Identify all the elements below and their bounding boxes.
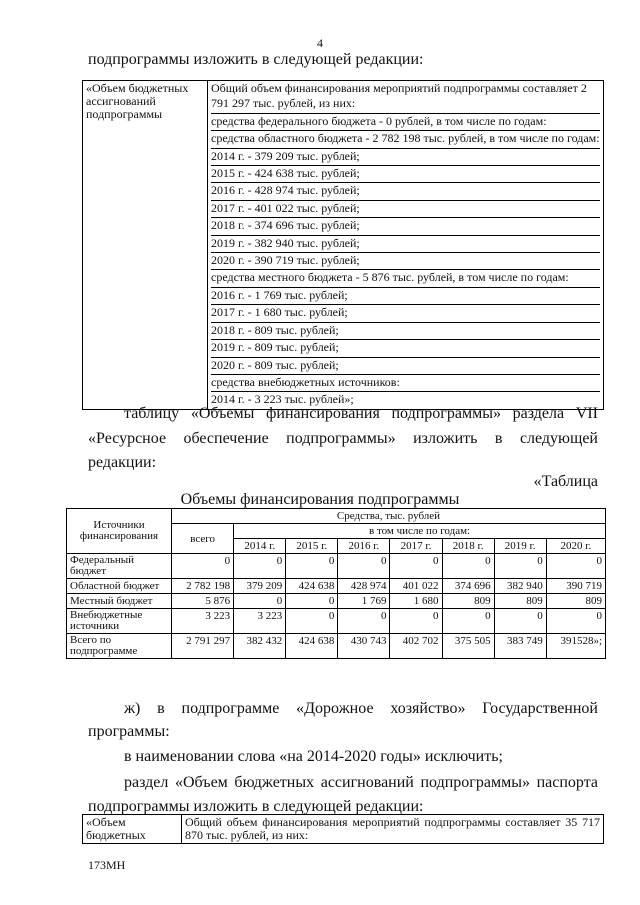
row-year-value: 1 769 xyxy=(338,594,390,609)
table-row xyxy=(67,609,606,634)
row-year-value: 809 xyxy=(494,594,546,609)
passport2-text: Общий объем финансирования мероприятий подпрограммы составляет 35 717 870 тыс. рублей, из них: xyxy=(182,815,604,844)
passport-content xyxy=(208,81,604,410)
header-total: всего xyxy=(172,524,234,554)
passport-line: 2019 г. - 382 940 тыс. рублей; xyxy=(211,236,600,253)
row-year-value: 391528»; xyxy=(546,634,605,659)
header-funds: Средства, тыс. рублей xyxy=(172,509,606,524)
footer-code: 173МН xyxy=(88,858,126,872)
row-year-value: 0 xyxy=(234,594,286,609)
passport-label: «Объем бюджетных ассигнований подпрограммы xyxy=(83,81,208,410)
row-year-value: 402 702 xyxy=(390,634,442,659)
row-year-value: 809 xyxy=(442,594,494,609)
row-year-value: 0 xyxy=(286,594,338,609)
table-row xyxy=(67,634,606,659)
header-year: 2015 г. xyxy=(286,539,338,554)
para-section-line2: подпрограммы изложить в следующей редакции: xyxy=(88,798,424,815)
header-by-year: в том числе по годам: xyxy=(234,524,606,539)
row-total: 0 xyxy=(172,554,234,579)
header-year: 2017 г. xyxy=(390,539,442,554)
row-year-value: 0 xyxy=(494,554,546,579)
para-table-line2: «Ресурсное обеспечение подпрограммы» изложить в следующей xyxy=(88,430,598,447)
row-year-value: 430 743 xyxy=(338,634,390,659)
page-number: 4 xyxy=(317,36,323,50)
row-total: 5 876 xyxy=(172,594,234,609)
para-zh-line2: программы: xyxy=(88,723,170,740)
row-year-value: 382 940 xyxy=(494,579,546,594)
row-year-value: 0 xyxy=(546,554,605,579)
passport-line: средства областного бюджета - 2 782 198 тыс. рублей, в том числе по годам: xyxy=(211,131,600,148)
row-year-value: 0 xyxy=(338,609,390,634)
row-year-value: 379 209 xyxy=(234,579,286,594)
row-year-value: 0 xyxy=(286,554,338,579)
passport-line: 2017 г. - 1 680 тыс. рублей; xyxy=(211,305,600,322)
passport-line: 2018 г. - 374 696 тыс. рублей; xyxy=(211,218,600,235)
para-table-line1: таблицу «Объемы финансирования подпрограммы» раздела VII xyxy=(124,405,598,422)
passport-line: средства внебюджетных источников: xyxy=(211,375,600,392)
table-label: «Таблица xyxy=(533,473,598,490)
row-year-value: 401 022 xyxy=(390,579,442,594)
header-year: 2018 г. xyxy=(442,539,494,554)
table-title: Объемы финансирования подпрограммы xyxy=(180,491,460,508)
row-year-value: 0 xyxy=(286,609,338,634)
table-row xyxy=(67,579,606,594)
row-year-value: 374 696 xyxy=(442,579,494,594)
row-year-value: 0 xyxy=(234,554,286,579)
passport-line: 2017 г. - 401 022 тыс. рублей; xyxy=(211,201,600,218)
header-year: 2016 г. xyxy=(338,539,390,554)
row-total: 2 791 297 xyxy=(172,634,234,659)
row-year-value: 3 223 xyxy=(234,609,286,634)
row-year-value: 424 638 xyxy=(286,634,338,659)
passport-line: средства местного бюджета - 5 876 тыс. рублей, в том числе по годам: xyxy=(211,270,600,287)
intro-line: подпрограммы изложить в следующей редакции: xyxy=(88,51,424,68)
passport-line: 2016 г. - 428 974 тыс. рублей; xyxy=(211,183,600,200)
row-year-value: 428 974 xyxy=(338,579,390,594)
funding-table xyxy=(66,508,606,659)
table-row xyxy=(67,594,606,609)
row-year-value: 382 432 xyxy=(234,634,286,659)
para-table-line3: редакции: xyxy=(88,454,157,471)
passport-line: Общий объем финансирования мероприятий подпрограммы составляет 2 791 297 тыс. рублей, из них: xyxy=(211,81,600,114)
row-year-value: 0 xyxy=(390,554,442,579)
passport-line: 2014 г. - 3 223 тыс. рублей»; xyxy=(211,392,354,407)
passport-line: 2016 г. - 1 769 тыс. рублей; xyxy=(211,288,600,305)
row-year-value: 375 505 xyxy=(442,634,494,659)
passport-line: 2019 г. - 809 тыс. рублей; xyxy=(211,340,600,357)
row-year-value: 0 xyxy=(494,609,546,634)
header-year: 2019 г. xyxy=(494,539,546,554)
passport-line: 2020 г. - 809 тыс. рублей; xyxy=(211,358,600,375)
header-year: 2014 г. xyxy=(234,539,286,554)
row-total: 2 782 198 xyxy=(172,579,234,594)
row-year-value: 0 xyxy=(338,554,390,579)
row-total: 3 223 xyxy=(172,609,234,634)
para-section-line1: раздел «Объем бюджетных ассигнований подпрограммы» паспорта xyxy=(124,774,598,791)
row-year-value: 0 xyxy=(390,609,442,634)
row-source-name: Всего по подпрограмме xyxy=(67,634,172,659)
passport-line: 2015 г. - 424 638 тыс. рублей; xyxy=(211,166,600,183)
passport-line: 2014 г. - 379 209 тыс. рублей; xyxy=(211,149,600,166)
header-year: 2020 г. xyxy=(546,539,605,554)
table-row xyxy=(67,554,606,579)
passport-line: средства федерального бюджета - 0 рублей, в том числе по годам: xyxy=(211,114,600,131)
passport2-table xyxy=(82,814,604,844)
row-year-value: 0 xyxy=(442,609,494,634)
passport-line: 2018 г. - 809 тыс. рублей; xyxy=(211,323,600,340)
row-source-name: Федеральный бюджет xyxy=(67,554,172,579)
passport-line: 2020 г. - 390 719 тыс. рублей; xyxy=(211,253,600,270)
row-year-value: 809 xyxy=(546,594,605,609)
row-year-value: 424 638 xyxy=(286,579,338,594)
para-name: в наименовании слова «на 2014-2020 годы» исключить; xyxy=(124,748,503,765)
row-year-value: 0 xyxy=(546,609,605,634)
row-source-name: Областной бюджет xyxy=(67,579,172,594)
passport2-label: «Объем бюджетных xyxy=(83,815,182,844)
row-source-name: Внебюджетные источники xyxy=(67,609,172,634)
row-year-value: 1 680 xyxy=(390,594,442,609)
header-source: Источники финансирования xyxy=(67,509,172,554)
row-year-value: 0 xyxy=(442,554,494,579)
row-source-name: Местный бюджет xyxy=(67,594,172,609)
row-year-value: 390 719 xyxy=(546,579,605,594)
passport-table xyxy=(82,80,604,410)
row-year-value: 383 749 xyxy=(494,634,546,659)
para-zh-line1: ж) в подпрограмме «Дорожное хозяйство» Государственной xyxy=(124,700,598,717)
